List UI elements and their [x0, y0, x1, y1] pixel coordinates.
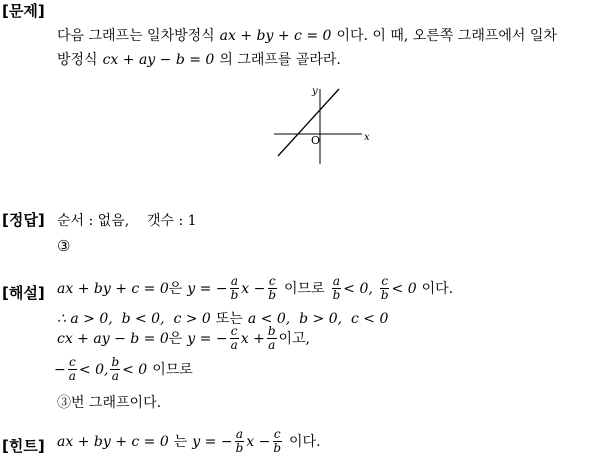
answer-line-1: 순서 : 없음, 갯수 : 1 — [57, 213, 197, 229]
equation: < 0 — [122, 361, 148, 378]
equation: ax + by + c = 0 — [57, 280, 169, 297]
equation: a < 0, b > 0, c < 0 — [247, 311, 389, 327]
equation: < 0, — [343, 280, 373, 297]
answer-label: [정답] — [2, 211, 45, 229]
origin-label: O — [311, 134, 321, 147]
fraction — [230, 275, 240, 302]
numerator: c — [273, 427, 281, 441]
explanation-label: [해설] — [2, 284, 45, 302]
answer-line-2: ③ — [57, 237, 71, 255]
hint-label: [힌트] — [2, 437, 45, 455]
equation: ∴ a > 0, b < 0, c > 0 — [57, 311, 211, 327]
equation: < 0 — [391, 280, 417, 297]
text: 은 — [168, 330, 183, 347]
fraction — [68, 356, 77, 383]
text: 이다. — [421, 280, 454, 297]
problem-text: 의 그래프를 골라라. — [219, 52, 341, 68]
graph-line — [278, 89, 339, 156]
denominator: b — [332, 288, 341, 302]
problem-text: 이다. 이 때, 오른쪽 그래프에서 일차 — [336, 28, 557, 44]
problem-text: 방정식 — [57, 52, 98, 68]
explanation-line-5: ③번 그래프이다. — [57, 395, 162, 411]
hint-line — [57, 428, 321, 455]
numerator: c — [230, 324, 238, 338]
denominator: b — [380, 288, 389, 302]
fraction — [110, 356, 120, 383]
equation: x − — [241, 280, 266, 297]
numerator: c — [268, 274, 276, 288]
denominator: b — [230, 288, 239, 302]
fraction — [380, 275, 390, 302]
line-graph — [268, 84, 378, 168]
explanation-line-3 — [57, 325, 310, 352]
denominator: b — [273, 441, 282, 455]
denominator: a — [268, 338, 276, 352]
equation: y = − — [192, 433, 233, 450]
equation: ax + by + c = 0 — [57, 433, 169, 450]
fraction — [267, 275, 277, 302]
numerator: a — [230, 274, 238, 288]
numerator: c — [68, 355, 76, 369]
text: 는 — [173, 433, 188, 450]
fraction — [332, 275, 342, 302]
denominator: b — [235, 441, 244, 455]
text: 또는 — [215, 311, 243, 327]
equation: x − — [246, 433, 271, 450]
numerator: a — [235, 427, 243, 441]
text: 이고, — [278, 330, 310, 347]
text: 은 — [168, 280, 183, 297]
y-axis-label: y — [312, 86, 318, 97]
equation: < 0, — [78, 361, 109, 378]
numerator: c — [381, 274, 389, 288]
fraction — [230, 325, 239, 352]
text: 이므로 — [152, 361, 193, 378]
numerator: b — [267, 324, 276, 338]
x-axis-label: x — [364, 132, 370, 143]
problem-line-1 — [57, 27, 557, 45]
denominator: a — [68, 369, 76, 383]
equation: cx + ay − b = 0 — [57, 330, 169, 347]
problem-equation: cx + ay − b = 0 — [102, 52, 215, 68]
equation: − — [54, 361, 66, 378]
fraction — [272, 428, 282, 455]
equation: y = − — [187, 330, 228, 347]
fraction — [235, 428, 245, 455]
denominator: a — [230, 338, 238, 352]
problem-label: [문제] — [2, 2, 45, 20]
problem-line-2 — [57, 51, 341, 69]
equation: x + — [240, 330, 265, 347]
problem-equation: ax + by + c = 0 — [219, 28, 332, 44]
text: 이므로 — [284, 280, 325, 297]
numerator: a — [332, 274, 341, 288]
denominator: b — [268, 288, 277, 302]
equation: y = − — [187, 280, 228, 297]
numerator: b — [111, 355, 120, 369]
fraction — [267, 325, 277, 352]
denominator: a — [111, 369, 119, 383]
explanation-line-4 — [54, 356, 193, 383]
text: 이다. — [289, 433, 321, 450]
explanation-line-1 — [57, 275, 453, 302]
problem-text: 다음 그래프는 일차방정식 — [57, 28, 215, 44]
